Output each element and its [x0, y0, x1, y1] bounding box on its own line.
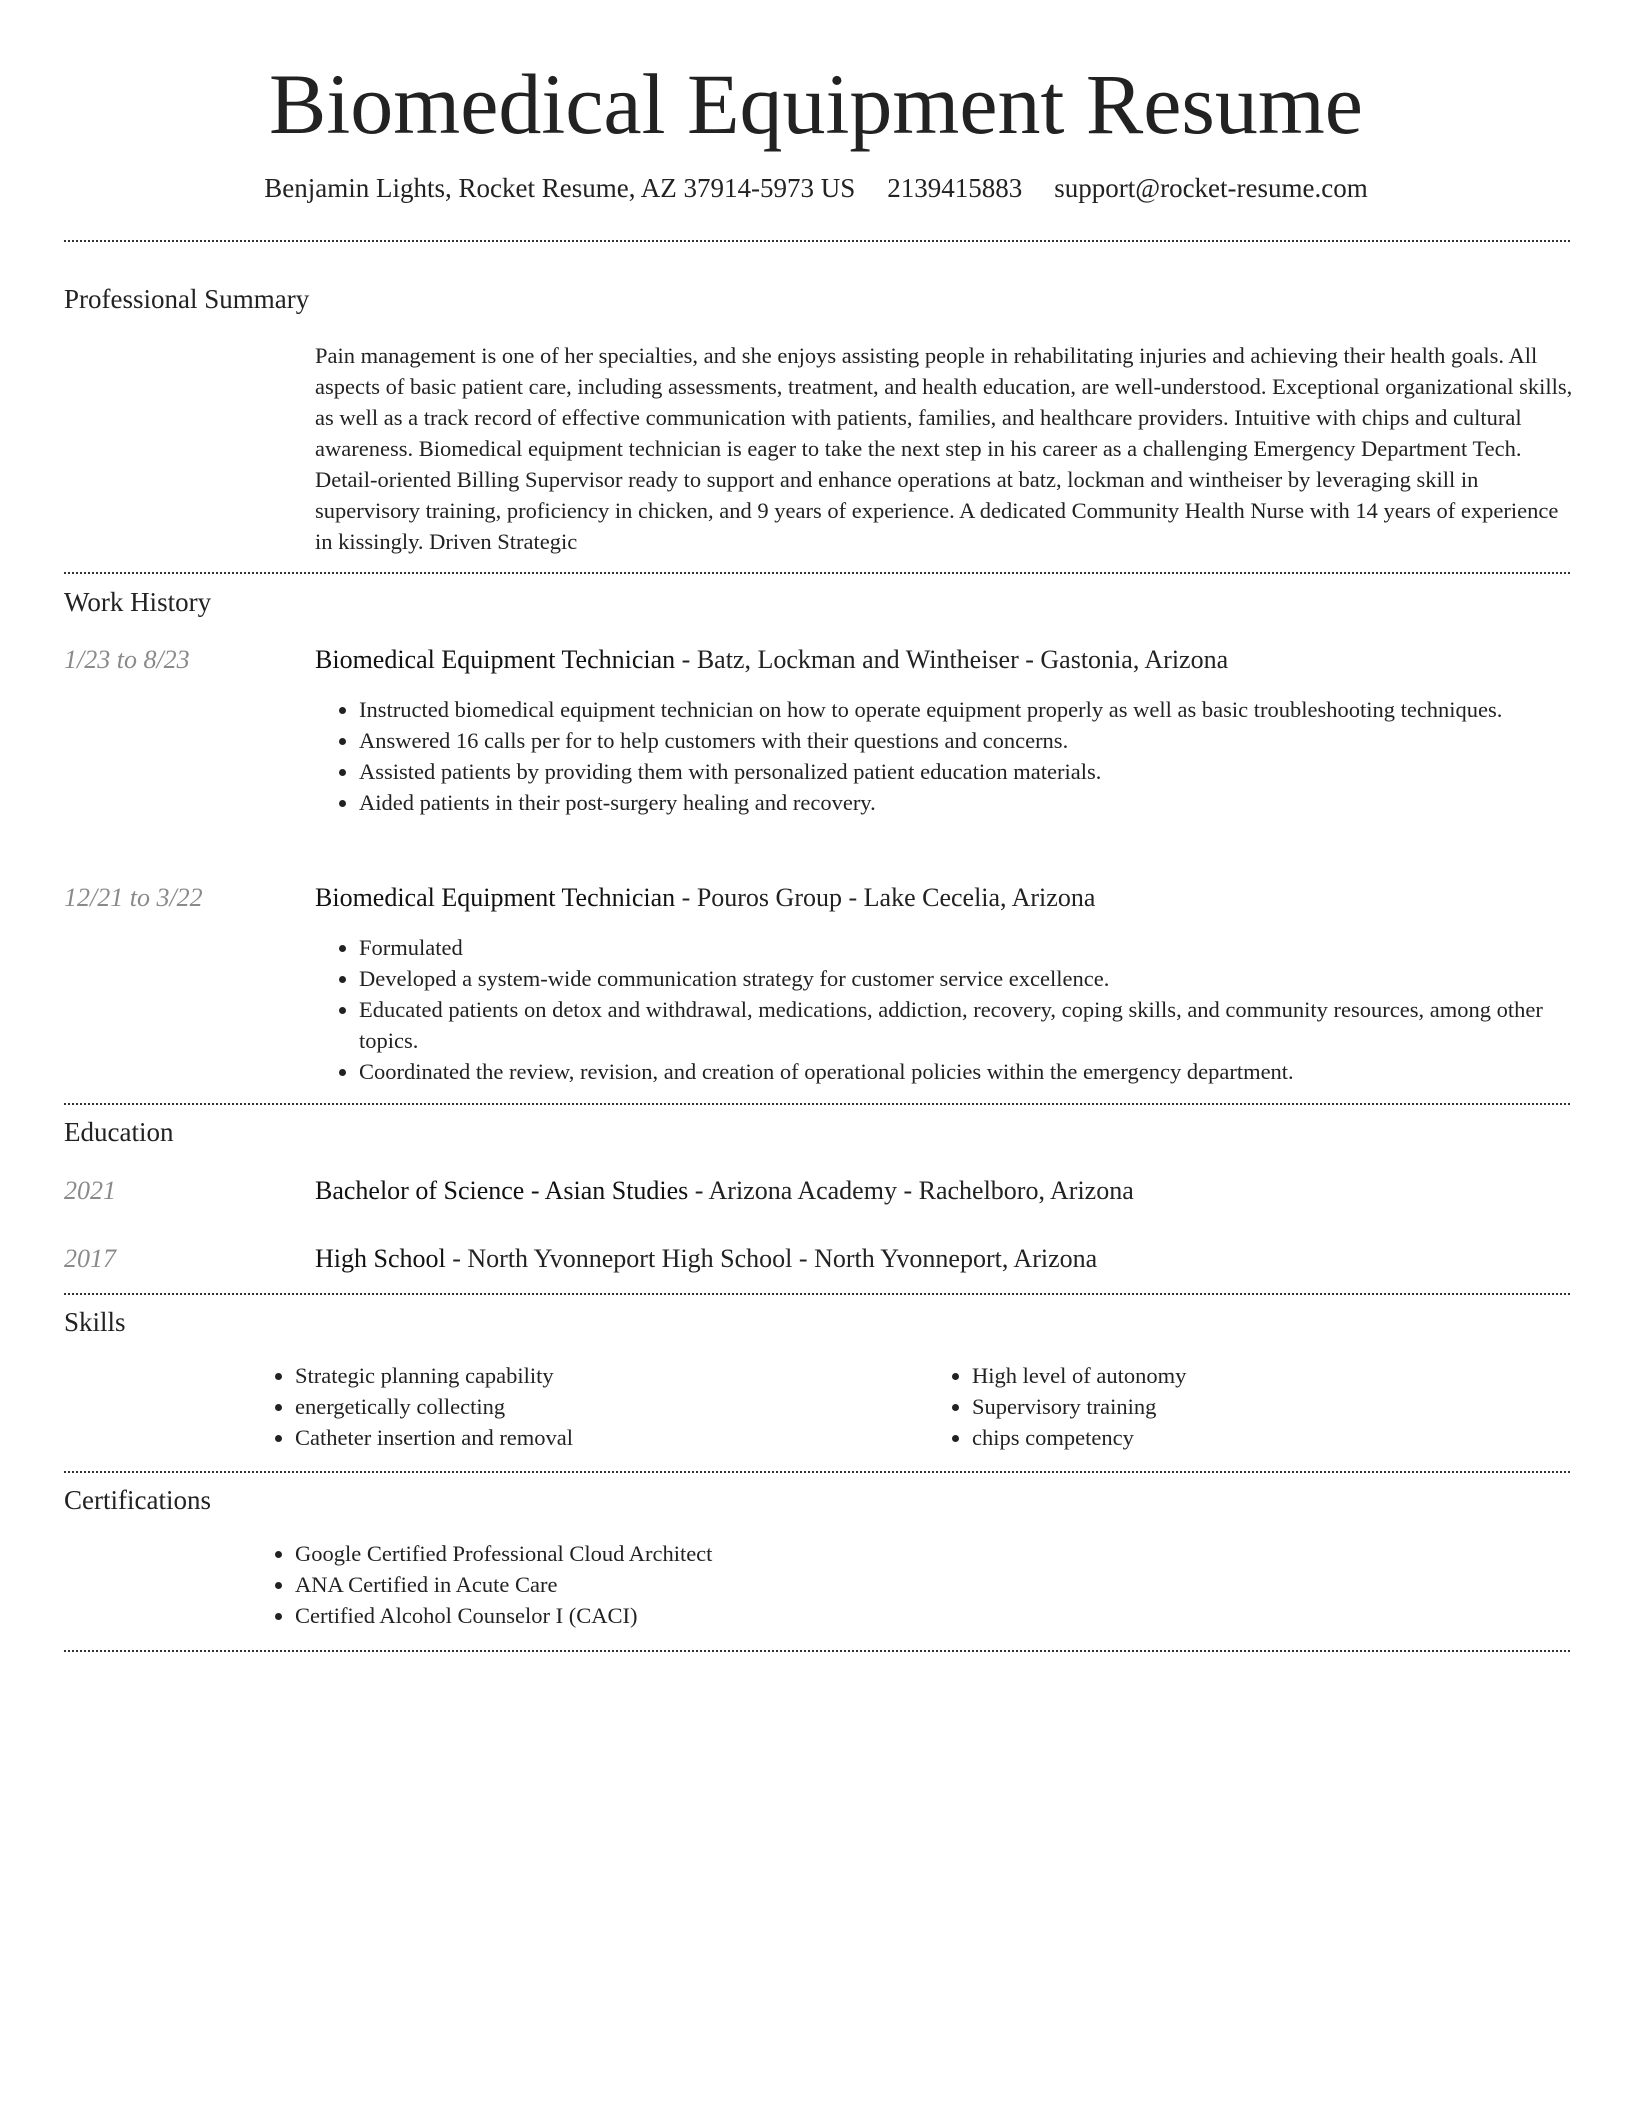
- skills-list-right: [928, 1360, 1572, 1453]
- resume-title: Biomedical Equipment Resume: [269, 56, 1363, 152]
- section-title-work: Work History: [64, 587, 212, 617]
- section-title-certifications: Certifications: [64, 1485, 211, 1515]
- education-heading: [315, 1174, 1134, 1208]
- skill-item: • chips competency: [972, 1422, 1572, 1453]
- section-title-summary: Professional Summary: [64, 284, 310, 314]
- skills-list-left: [251, 1360, 865, 1453]
- job-bullet: • Aided patients in their post-surgery healing and recovery.: [359, 787, 1574, 818]
- job-bullet: • Instructed biomedical equipment technician on how to operate equipment properly as well as basic troubleshooting techniques.: [359, 694, 1574, 725]
- job-title: Biomedical Equipment Technician: [315, 883, 676, 912]
- job-bullet: • Assisted patients by providing them with personalized patient education materials.: [359, 756, 1574, 787]
- divider: [64, 1103, 1570, 1105]
- job-bullet: • Educated patients on detox and withdrawal, medications, addiction, recovery, coping skills, and community resources, among other topics.: [359, 994, 1574, 1056]
- certifications-list: [251, 1538, 1195, 1631]
- education-degree: High School: [315, 1244, 446, 1273]
- job-bullet: • Answered 16 calls per for to help customers with their questions and concerns.: [359, 725, 1574, 756]
- education-year: 2017: [64, 1244, 116, 1273]
- certification-item: • Certified Alcohol Counselor I (CACI): [295, 1600, 1195, 1631]
- job-heading: [315, 643, 1228, 677]
- job-heading: [315, 881, 1095, 915]
- job-bullet: • Developed a system-wide communication strategy for customer service excellence.: [359, 963, 1574, 994]
- skill-item: • Catheter insertion and removal: [295, 1422, 865, 1453]
- skill-item: • Strategic planning capability: [295, 1360, 865, 1391]
- job-dates: 1/23 to 8/23: [64, 645, 190, 674]
- education-heading: [315, 1242, 1097, 1276]
- job-dates: 12/21 to 3/22: [64, 883, 203, 912]
- skill-item: • Supervisory training: [972, 1391, 1572, 1422]
- education-details: - North Yvonneport High School - North Yvonneport, Arizona: [445, 1244, 1098, 1273]
- divider: [64, 1293, 1570, 1295]
- education-year: 2021: [64, 1176, 116, 1205]
- job-details: - Batz, Lockman and Wintheiser - Gastonia, Arizona: [675, 645, 1229, 674]
- divider: [64, 1471, 1570, 1473]
- job-bullets: [315, 694, 1574, 818]
- contact-phone: 2139415883: [887, 173, 1023, 203]
- education-details: - Arizona Academy - Rachelboro, Arizona: [688, 1176, 1134, 1205]
- job-bullet: • Formulated: [359, 932, 1574, 963]
- divider: [64, 240, 1570, 242]
- divider: [64, 1650, 1570, 1652]
- certification-item: • ANA Certified in Acute Care: [295, 1569, 1195, 1600]
- section-title-education: Education: [64, 1117, 174, 1147]
- job-bullet: • Coordinated the review, revision, and creation of operational policies within the emergency department.: [359, 1056, 1574, 1087]
- job-details: - Pouros Group - Lake Cecelia, Arizona: [675, 883, 1096, 912]
- job-bullets: [315, 932, 1574, 1087]
- certification-item: • Google Certified Professional Cloud Architect: [295, 1538, 1195, 1569]
- summary-text: Pain management is one of her specialties, and she enjoys assisting people in rehabilitating injuries and achieving their health goals. All aspects of basic patient care, including assessments, treatment, and health education, are well-understood. Exceptional organizational skills, as well as a track record of effective communication with patients, families, and healthcare providers. Intuitive with chips and cultural awareness. Biomedical equipment technician is eager to take the next step in his career as a challenging Emergency Department Tech. Detail-oriented Billing Supervisor ready to support and enhance operations at batz, lockman and wintheiser by leveraging skill in supervisory training, proficiency in chicken, and 9 years of experience. A dedicated Community Health Nurse with 14 years of experience in kissingly. Driven Strategic: [315, 343, 1573, 554]
- section-title-skills: Skills: [64, 1307, 126, 1337]
- contact-line: [0, 170, 1632, 206]
- job-title: Biomedical Equipment Technician: [315, 645, 676, 674]
- contact-email: support@rocket-resume.com: [1054, 173, 1368, 203]
- skill-item: • High level of autonomy: [972, 1360, 1572, 1391]
- education-degree: Bachelor of Science - Asian Studies: [315, 1176, 689, 1205]
- contact-address: Benjamin Lights, Rocket Resume, AZ 37914-5973 US: [264, 173, 856, 203]
- divider: [64, 572, 1570, 574]
- skill-item: • energetically collecting: [295, 1391, 865, 1422]
